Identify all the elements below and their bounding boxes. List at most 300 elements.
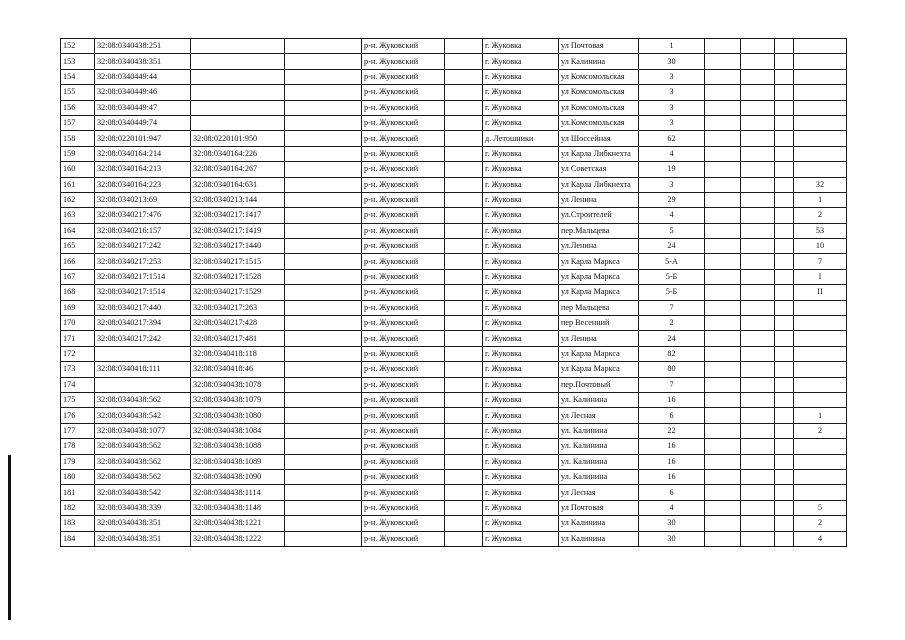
cadastral-number-cell [95, 346, 191, 361]
table-row [61, 146, 847, 161]
row-number-cell: 164 [61, 223, 95, 238]
empty-cell [445, 100, 483, 115]
empty-cell [705, 269, 741, 284]
empty-cell [741, 300, 775, 315]
flat-number-cell [794, 485, 847, 500]
flat-number-cell [794, 69, 847, 84]
house-number-cell: 7 [639, 300, 705, 315]
flat-number-cell [794, 39, 847, 54]
empty-cell [285, 331, 362, 346]
cadastral-number-2-cell: 32:08:0220101:950 [191, 131, 285, 146]
town-cell: г. Жуковка [483, 408, 559, 423]
district-cell: р-н. Жуковский [362, 208, 445, 223]
empty-cell [285, 485, 362, 500]
empty-cell [285, 39, 362, 54]
empty-cell [445, 285, 483, 300]
street-cell: ул. Калинина [559, 392, 639, 407]
empty-cell [741, 208, 775, 223]
district-cell: р-н. Жуковский [362, 516, 445, 531]
district-cell: р-н. Жуковский [362, 177, 445, 192]
town-cell: г. Жуковка [483, 331, 559, 346]
empty-cell [445, 162, 483, 177]
empty-cell [705, 346, 741, 361]
street-cell: ул Ленина [559, 192, 639, 207]
row-number-cell: 165 [61, 239, 95, 254]
empty-cell [445, 377, 483, 392]
empty-cell [285, 469, 362, 484]
empty-cell [445, 269, 483, 284]
row-number-cell: 152 [61, 39, 95, 54]
empty-cell [741, 39, 775, 54]
street-cell: ул.Ленина [559, 239, 639, 254]
table-row [61, 346, 847, 361]
street-cell: ул.Комсомольская [559, 115, 639, 130]
row-number-cell: 161 [61, 177, 95, 192]
row-number-cell: 177 [61, 423, 95, 438]
empty-cell [705, 223, 741, 238]
flat-number-cell [794, 362, 847, 377]
row-number-cell: 171 [61, 331, 95, 346]
row-number-cell: 170 [61, 316, 95, 331]
district-cell: р-н. Жуковский [362, 162, 445, 177]
street-cell: ул Комсомольская [559, 85, 639, 100]
district-cell: р-н. Жуковский [362, 454, 445, 469]
cadastral-number-2-cell: 32:08:0340418:118 [191, 346, 285, 361]
row-number-cell: 178 [61, 439, 95, 454]
empty-cell [445, 531, 483, 546]
house-number-cell: 24 [639, 331, 705, 346]
town-cell: г. Жуковка [483, 485, 559, 500]
empty-cell [445, 69, 483, 84]
cadastral-number-cell: 32:08:0340217:476 [95, 208, 191, 223]
town-cell: г. Жуковка [483, 39, 559, 54]
table-row [61, 162, 847, 177]
empty-cell [775, 146, 794, 161]
row-number-cell: 168 [61, 285, 95, 300]
empty-cell [741, 331, 775, 346]
empty-cell [445, 392, 483, 407]
flat-number-cell: 10 [794, 239, 847, 254]
empty-cell [741, 423, 775, 438]
row-number-cell: 156 [61, 100, 95, 115]
district-cell: р-н. Жуковский [362, 100, 445, 115]
table-row [61, 254, 847, 269]
cadastral-number-2-cell: 32:08:0340217:1417 [191, 208, 285, 223]
town-cell: г. Жуковка [483, 516, 559, 531]
district-cell: р-н. Жуковский [362, 85, 445, 100]
cadastral-number-cell: 32:08:0340438:562 [95, 439, 191, 454]
cadastral-number-2-cell [191, 54, 285, 69]
empty-cell [705, 408, 741, 423]
empty-cell [705, 316, 741, 331]
district-cell: р-н. Жуковский [362, 269, 445, 284]
empty-cell [705, 331, 741, 346]
house-number-cell: 16 [639, 454, 705, 469]
cadastral-number-cell: 32:08:0340438:562 [95, 392, 191, 407]
empty-cell [285, 115, 362, 130]
district-cell: р-н. Жуковский [362, 39, 445, 54]
flat-number-cell [794, 85, 847, 100]
empty-cell [285, 223, 362, 238]
empty-cell [285, 516, 362, 531]
empty-cell [285, 208, 362, 223]
street-cell: ул Ленина [559, 331, 639, 346]
flat-number-cell [794, 146, 847, 161]
cadastral-number-2-cell: 32:08:0340164:226 [191, 146, 285, 161]
flat-number-cell: 1 [794, 192, 847, 207]
town-cell: г. Жуковка [483, 177, 559, 192]
empty-cell [775, 69, 794, 84]
flat-number-cell [794, 454, 847, 469]
empty-cell [705, 500, 741, 515]
table-row [61, 362, 847, 377]
house-number-cell: 3 [639, 85, 705, 100]
empty-cell [705, 439, 741, 454]
street-cell: пер.Мальцева [559, 223, 639, 238]
empty-cell [285, 300, 362, 315]
cadastral-number-cell: 32:08:0340164:223 [95, 177, 191, 192]
cadastral-number-cell: 32:08:0340438:562 [95, 469, 191, 484]
row-number-cell: 162 [61, 192, 95, 207]
row-number-cell: 174 [61, 377, 95, 392]
row-number-cell: 183 [61, 516, 95, 531]
house-number-cell: 2 [639, 316, 705, 331]
district-cell: р-н. Жуковский [362, 362, 445, 377]
table-row [61, 177, 847, 192]
empty-cell [445, 300, 483, 315]
cadastral-number-cell: 32:08:0340449:74 [95, 115, 191, 130]
empty-cell [705, 162, 741, 177]
empty-cell [445, 239, 483, 254]
empty-cell [775, 162, 794, 177]
street-cell: пер Мальцева [559, 300, 639, 315]
empty-cell [285, 269, 362, 284]
house-number-cell: 3 [639, 115, 705, 130]
town-cell: г. Жуковка [483, 346, 559, 361]
empty-cell [285, 346, 362, 361]
empty-cell [775, 362, 794, 377]
town-cell: д. Летошники [483, 131, 559, 146]
town-cell: г. Жуковка [483, 162, 559, 177]
empty-cell [775, 439, 794, 454]
empty-cell [445, 131, 483, 146]
district-cell: р-н. Жуковский [362, 69, 445, 84]
table-row [61, 531, 847, 546]
house-number-cell: 30 [639, 531, 705, 546]
district-cell: р-н. Жуковский [362, 485, 445, 500]
town-cell: г. Жуковка [483, 285, 559, 300]
empty-cell [705, 362, 741, 377]
street-cell: ул Калинина [559, 516, 639, 531]
flat-number-cell [794, 162, 847, 177]
empty-cell [285, 500, 362, 515]
flat-number-cell: 5 [794, 500, 847, 515]
town-cell: г. Жуковка [483, 146, 559, 161]
town-cell: г. Жуковка [483, 531, 559, 546]
row-number-cell: 167 [61, 269, 95, 284]
empty-cell [285, 531, 362, 546]
empty-cell [775, 54, 794, 69]
empty-cell [775, 531, 794, 546]
street-cell: ул Комсомольская [559, 100, 639, 115]
empty-cell [775, 100, 794, 115]
house-number-cell: 5-А [639, 254, 705, 269]
empty-cell [285, 362, 362, 377]
flat-number-cell [794, 392, 847, 407]
empty-cell [705, 146, 741, 161]
flat-number-cell [794, 100, 847, 115]
cadastral-number-2-cell: 32:08:0340438:1084 [191, 423, 285, 438]
row-number-cell: 157 [61, 115, 95, 130]
cadastral-number-cell: 32:08:0340217:394 [95, 316, 191, 331]
district-cell: р-н. Жуковский [362, 54, 445, 69]
cadastral-number-2-cell: 32:08:0340438:1221 [191, 516, 285, 531]
cadastral-number-2-cell: 32:08:0340438:1222 [191, 531, 285, 546]
empty-cell [741, 362, 775, 377]
empty-cell [741, 131, 775, 146]
street-cell: ул Карла Либкнехта [559, 146, 639, 161]
table-row [61, 100, 847, 115]
empty-cell [741, 485, 775, 500]
cadastral-number-2-cell: 32:08:0340217:1515 [191, 254, 285, 269]
cadastral-number-cell: 32:08:0340438:351 [95, 54, 191, 69]
town-cell: г. Жуковка [483, 54, 559, 69]
street-cell: ул Карла Либкнехта [559, 177, 639, 192]
flat-number-cell: 1 [794, 408, 847, 423]
street-cell: ул Советская [559, 162, 639, 177]
house-number-cell: 30 [639, 54, 705, 69]
empty-cell [285, 392, 362, 407]
empty-cell [445, 208, 483, 223]
table-row [61, 192, 847, 207]
district-cell: р-н. Жуковский [362, 316, 445, 331]
cadastral-number-2-cell: 32:08:0340217:1419 [191, 223, 285, 238]
cadastral-number-cell: 32:08:0340438:339 [95, 500, 191, 515]
cadastral-number-2-cell [191, 100, 285, 115]
row-number-cell: 166 [61, 254, 95, 269]
row-number-cell: 173 [61, 362, 95, 377]
empty-cell [775, 516, 794, 531]
empty-cell [705, 239, 741, 254]
cadastral-number-2-cell: 32:08:0340438:1080 [191, 408, 285, 423]
empty-cell [445, 500, 483, 515]
house-number-cell: 82 [639, 346, 705, 361]
empty-cell [775, 408, 794, 423]
cadastral-number-cell: 32:08:0340217:253 [95, 254, 191, 269]
empty-cell [705, 39, 741, 54]
town-cell: г. Жуковка [483, 469, 559, 484]
town-cell: г. Жуковка [483, 316, 559, 331]
empty-cell [741, 516, 775, 531]
cadastral-number-2-cell: 32:08:0340217:428 [191, 316, 285, 331]
row-number-cell: 159 [61, 146, 95, 161]
empty-cell [741, 115, 775, 130]
flat-number-cell [794, 131, 847, 146]
empty-cell [741, 192, 775, 207]
house-number-cell: 4 [639, 500, 705, 515]
town-cell: г. Жуковка [483, 362, 559, 377]
empty-cell [741, 469, 775, 484]
flat-number-cell: II [794, 285, 847, 300]
town-cell: г. Жуковка [483, 254, 559, 269]
empty-cell [445, 223, 483, 238]
empty-cell [285, 316, 362, 331]
empty-cell [705, 192, 741, 207]
street-cell: ул. Калинина [559, 439, 639, 454]
empty-cell [285, 408, 362, 423]
empty-cell [775, 500, 794, 515]
empty-cell [705, 254, 741, 269]
empty-cell [775, 485, 794, 500]
house-number-cell: 4 [639, 146, 705, 161]
row-number-cell: 179 [61, 454, 95, 469]
cadastral-number-cell: 32:08:0340438:351 [95, 531, 191, 546]
row-number-cell: 163 [61, 208, 95, 223]
empty-cell [445, 146, 483, 161]
table-row [61, 300, 847, 315]
empty-cell [705, 131, 741, 146]
empty-cell [445, 485, 483, 500]
empty-cell [741, 69, 775, 84]
empty-cell [705, 454, 741, 469]
empty-cell [775, 208, 794, 223]
row-number-cell: 182 [61, 500, 95, 515]
house-number-cell: 6 [639, 485, 705, 500]
flat-number-cell [794, 54, 847, 69]
cadastral-number-cell: 32:08:0340449:44 [95, 69, 191, 84]
empty-cell [705, 54, 741, 69]
house-number-cell: 24 [639, 239, 705, 254]
table-row [61, 39, 847, 54]
empty-cell [445, 516, 483, 531]
district-cell: р-н. Жуковский [362, 408, 445, 423]
district-cell: р-н. Жуковский [362, 223, 445, 238]
district-cell: р-н. Жуковский [362, 254, 445, 269]
empty-cell [705, 115, 741, 130]
empty-cell [445, 346, 483, 361]
cadastral-number-cell: 32:08:0340438:562 [95, 454, 191, 469]
house-number-cell: 1 [639, 39, 705, 54]
cadastral-number-cell: 32:08:0340217:440 [95, 300, 191, 315]
street-cell: ул Почтовая [559, 500, 639, 515]
empty-cell [775, 177, 794, 192]
table-body [61, 39, 847, 547]
empty-cell [285, 69, 362, 84]
cadastral-number-2-cell: 32:08:0340213:144 [191, 192, 285, 207]
cadastral-number-2-cell [191, 85, 285, 100]
cadastral-number-cell: 32:08:0340438:351 [95, 516, 191, 531]
district-cell: р-н. Жуковский [362, 115, 445, 130]
empty-cell [775, 115, 794, 130]
empty-cell [741, 531, 775, 546]
empty-cell [705, 208, 741, 223]
cadastral-number-cell: 32:08:0340164:213 [95, 162, 191, 177]
table-row [61, 500, 847, 515]
flat-number-cell: 53 [794, 223, 847, 238]
cadastral-number-cell: 32:08:0340438:251 [95, 39, 191, 54]
flat-number-cell: 2 [794, 208, 847, 223]
empty-cell [445, 39, 483, 54]
house-number-cell: 6 [639, 408, 705, 423]
district-cell: р-н. Жуковский [362, 331, 445, 346]
district-cell: р-н. Жуковский [362, 423, 445, 438]
table-row [61, 69, 847, 84]
cadastral-number-2-cell: 32:08:0340217:1528 [191, 269, 285, 284]
cadastral-number-cell: 32:08:0220101:947 [95, 131, 191, 146]
district-cell: р-н. Жуковский [362, 146, 445, 161]
street-cell: ул Лесная [559, 408, 639, 423]
flat-number-cell: 7 [794, 254, 847, 269]
empty-cell [445, 177, 483, 192]
empty-cell [741, 316, 775, 331]
cadastral-number-cell: 32:08:0340438:542 [95, 485, 191, 500]
flat-number-cell: 4 [794, 531, 847, 546]
empty-cell [285, 439, 362, 454]
empty-cell [445, 408, 483, 423]
cadastral-number-2-cell: 32:08:0340438:1089 [191, 454, 285, 469]
table-row [61, 54, 847, 69]
table-row [61, 131, 847, 146]
district-cell: р-н. Жуковский [362, 439, 445, 454]
flat-number-cell [794, 377, 847, 392]
house-number-cell: 4 [639, 208, 705, 223]
house-number-cell: 30 [639, 516, 705, 531]
table-row [61, 377, 847, 392]
town-cell: г. Жуковка [483, 69, 559, 84]
table-row [61, 208, 847, 223]
district-cell: р-н. Жуковский [362, 392, 445, 407]
district-cell: р-н. Жуковский [362, 500, 445, 515]
district-cell: р-н. Жуковский [362, 285, 445, 300]
house-number-cell: 3 [639, 69, 705, 84]
cadastral-number-2-cell: 32:08:0340217:1440 [191, 239, 285, 254]
empty-cell [775, 269, 794, 284]
street-cell: пер.Почтовый [559, 377, 639, 392]
flat-number-cell [794, 115, 847, 130]
empty-cell [775, 131, 794, 146]
empty-cell [705, 285, 741, 300]
cadastral-number-2-cell: 32:08:0340418:46 [191, 362, 285, 377]
district-cell: р-н. Жуковский [362, 377, 445, 392]
empty-cell [285, 239, 362, 254]
empty-cell [775, 346, 794, 361]
row-number-cell: 181 [61, 485, 95, 500]
town-cell: г. Жуковка [483, 269, 559, 284]
empty-cell [741, 439, 775, 454]
empty-cell [741, 269, 775, 284]
town-cell: г. Жуковка [483, 423, 559, 438]
empty-cell [741, 500, 775, 515]
empty-cell [705, 100, 741, 115]
cadastral-number-cell: 32:08:0340217:242 [95, 331, 191, 346]
table-row [61, 285, 847, 300]
empty-cell [445, 54, 483, 69]
table-row [61, 85, 847, 100]
cadastral-number-cell: 32:08:0340164:214 [95, 146, 191, 161]
table-row [61, 454, 847, 469]
row-number-cell: 155 [61, 85, 95, 100]
town-cell: г. Жуковка [483, 239, 559, 254]
street-cell: ул. Калинина [559, 423, 639, 438]
table-row [61, 439, 847, 454]
house-number-cell: 3 [639, 100, 705, 115]
street-cell: пер Весенний [559, 316, 639, 331]
empty-cell [741, 162, 775, 177]
cadastral-number-2-cell [191, 115, 285, 130]
row-number-cell: 184 [61, 531, 95, 546]
empty-cell [741, 100, 775, 115]
empty-cell [445, 362, 483, 377]
